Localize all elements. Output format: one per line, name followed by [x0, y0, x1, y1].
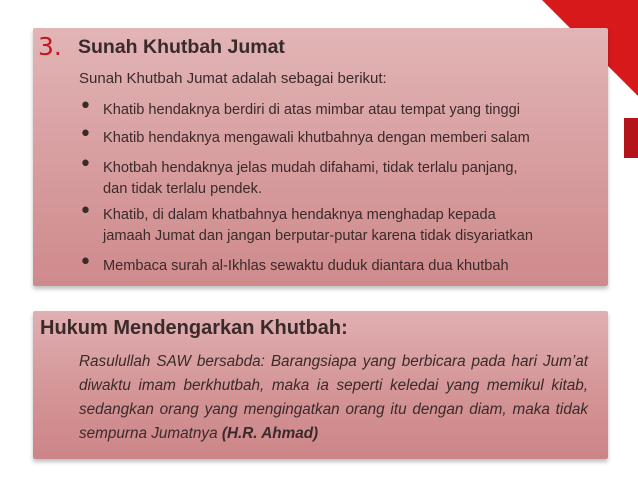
bullet-text-continued: jamaah Jumat dan jangan berputar-putar karena tidak disyariatkan	[103, 228, 533, 244]
hadith-source: (H.R. Ahmad)	[221, 425, 319, 442]
bullet-dot-icon: •	[79, 199, 92, 224]
sunah-card	[33, 28, 608, 286]
bullet-text-continued: dan tidak terlalu pendek.	[103, 181, 263, 197]
side-accent-red	[624, 118, 638, 158]
hadith-quote	[79, 350, 588, 446]
hukum-title: Hukum Mendengarkan Khutbah:	[40, 317, 348, 339]
bullet-text: Khatib hendaknya mengawali khutbahnya dengan memberi salam	[103, 130, 530, 146]
section-title: Sunah Khutbah Jumat	[78, 36, 285, 58]
section-number: 3.	[38, 32, 62, 61]
bullet-dot-icon: •	[79, 250, 92, 275]
bullet-text: Khotbah hendaknya jelas mudah difahami, tidak terlalu panjang,	[103, 160, 518, 176]
bullet-text: Khatib hendaknya berdiri di atas mimbar atau tempat yang tinggi	[103, 102, 520, 118]
bullet-text: Khatib, di dalam khatbahnya hendaknya menghadap kepada	[103, 207, 496, 223]
bullet-dot-icon: •	[79, 122, 92, 147]
bullet-dot-icon: •	[79, 94, 92, 119]
bullet-text: Membaca surah al-Ikhlas sewaktu duduk diantara dua khutbah	[103, 258, 509, 274]
intro-text: Sunah Khutbah Jumat adalah sebagai berikut:	[79, 70, 387, 87]
hadith-text: Rasulullah SAW bersabda: Barangsiapa yang berbicara pada hari Jum’at diwaktu imam berkhutbah, maka ia seperti keledai yang memikul kitab, sedangkan orang yang mengingatkan orang itu dengan diam, maka tidak sempurna Jumatnya	[79, 353, 588, 442]
bullet-dot-icon: •	[79, 152, 92, 177]
